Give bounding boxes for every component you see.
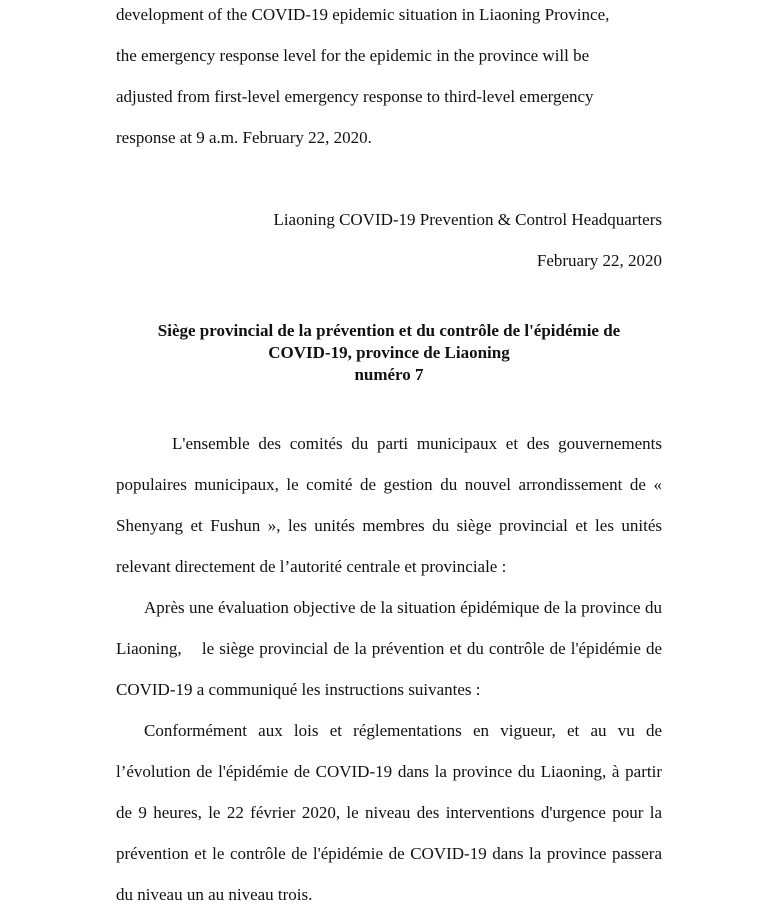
french-title-line-3: numéro 7 <box>354 365 424 384</box>
english-line: response at 9 a.m. February 22, 2020. <box>116 128 372 147</box>
french-paragraph-3: Conformément aux lois et réglementations en vigueur, et au vu de l’évolution de l'épidémie de COVID-19 dans la province du Liaoning, à partir de 9 heures, le 22 février 2020, le niveau des interventions d'urgence pour la prévention et le contrôle de l'épidémie de COVID-19 dans la province passera du niveau un au niveau trois. <box>116 721 662 904</box>
signature-organization: Liaoning COVID-19 Prevention & Control Headquarters <box>273 210 662 229</box>
french-title-line-1: Siège provincial de la prévention et du contrôle de l'épidémie de <box>157 321 621 340</box>
document-page <box>116 0 667 915</box>
english-line: adjusted from first-level emergency response to third-level emergency <box>116 87 594 106</box>
french-paragraph-2: Après une évaluation objective de la situation épidémique de la province du Liaoning, le siège provincial de la prévention et du contrôle de l'épidémie de COVID-19 a communiqué les instructions suivantes : <box>116 598 667 699</box>
french-addressees-paragraph: L'ensemble des comités du parti municipaux et des gouvernements populaires municipaux, le comité de gestion du nouvel arrondissement de « Shenyang et Fushun », les unités membres du siège provincial et les unités relevant directement de l’autorité centrale et provinciale : <box>116 434 662 576</box>
french-body <box>116 423 667 915</box>
signature-date: February 22, 2020 <box>536 251 662 270</box>
signature-block <box>116 199 662 281</box>
english-line: development of the COVID-19 epidemic situation in Liaoning Province, <box>116 5 610 24</box>
english-notice-paragraph <box>116 0 662 158</box>
french-title <box>116 320 662 386</box>
french-title-line-2: COVID-19, province de Liaoning <box>268 343 510 362</box>
english-line: the emergency response level for the epidemic in the province will be <box>116 46 590 65</box>
